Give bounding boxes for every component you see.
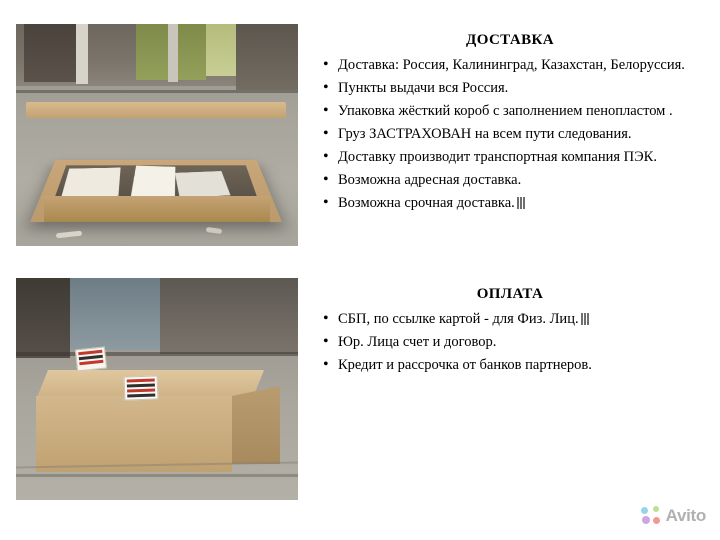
list-item [336, 55, 706, 76]
list-item-text: Возможна срочная доставка. [338, 195, 515, 211]
list-item-text: Упаковка жёсткий короб с заполнением пенопластом . [338, 103, 673, 119]
tofu-glyph-icon [581, 313, 590, 325]
list-item [336, 193, 706, 214]
list-item-text: СБП, по ссылке картой - для Физ. Лиц. [338, 311, 579, 327]
list-item-text: Юр. Лица счет и договор. [338, 334, 497, 350]
payment-text-column [298, 278, 720, 378]
avito-watermark [641, 506, 706, 526]
list-item [336, 147, 706, 168]
list-item-text: Доставка: Россия, Калининград, Казахстан, Белоруссия. [338, 57, 685, 73]
delivery-section [0, 24, 720, 246]
list-item [336, 355, 706, 376]
list-item-text: Возможна адресная доставка. [338, 172, 522, 188]
tofu-glyph-icon [517, 197, 526, 209]
list-item-text: Доставку производит транспортная компания ПЭК. [338, 149, 657, 165]
delivery-text-column [298, 24, 720, 216]
open-wooden-crate-with-foam-photo [16, 24, 298, 246]
payment-section [0, 278, 720, 500]
fragile-label-icon [75, 346, 107, 371]
list-item [336, 101, 706, 122]
list-item [336, 309, 706, 330]
list-item-text: Кредит и рассрочка от банков партнеров. [338, 357, 592, 373]
avito-logo-icon [641, 506, 661, 526]
list-item [336, 78, 706, 99]
payment-title: ОПЛАТА [476, 286, 544, 302]
fragile-label-icon [124, 375, 159, 400]
avito-watermark-text: Avito [665, 506, 706, 525]
payment-bullet-list [314, 309, 706, 376]
list-item-text: Пункты выдачи вся Россия. [338, 80, 509, 96]
list-item-text: Груз ЗАСТРАХОВАН на всем пути следования. [338, 126, 632, 142]
closed-packed-crate-photo [16, 278, 298, 500]
delivery-bullet-list [314, 55, 706, 214]
delivery-title: ДОСТАВКА [465, 32, 554, 48]
list-item [336, 170, 706, 191]
list-item [336, 332, 706, 353]
list-item [336, 124, 706, 145]
